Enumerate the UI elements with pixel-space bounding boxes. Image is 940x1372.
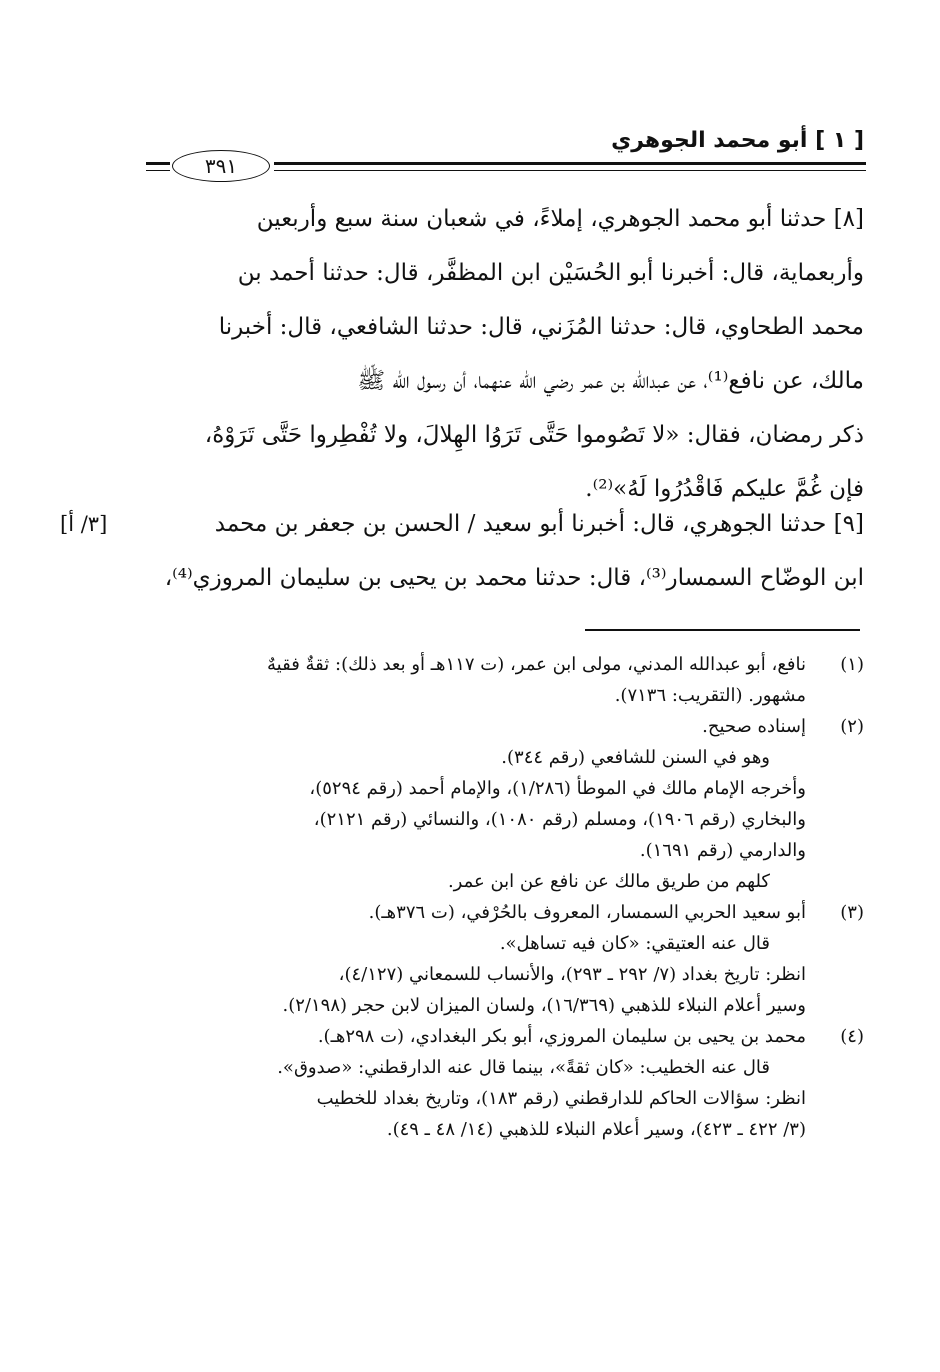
footnote-2 — [134, 711, 864, 742]
footnote-line: والدارمي (رقم ١٦٩١). — [639, 840, 806, 861]
para8-line: مالك، عن نافع⁽¹⁾، عن عبدالله بن عمر رضي الله عنهما، أن رسول الله ﷺ — [357, 368, 864, 394]
hadith-paragraph-8 — [136, 192, 864, 516]
para8-line: وأربعماية، قال: أخبرنا أبو الحُسَيْن ابن المظفَّر، قال: حدثنا أحمد بن — [237, 260, 864, 286]
footnote-line: مشهور. (التقريب: ٧١٣٦). — [614, 685, 806, 706]
manuscript-folio-ref: [٣/ أ] — [60, 512, 108, 536]
footnote-line: وسير أعلام النبلاء للذهبي (١٦/٣٦٩)، ولسان الميزان لابن حجر (٢/١٩٨). — [282, 995, 806, 1016]
footnote-number: (١) — [840, 654, 864, 675]
page-number-badge: ٣٩١ — [172, 150, 270, 182]
running-header-title: [ ١ ] أبو محمد الجوهري — [611, 128, 864, 153]
footnote-line: (٣/ ٤٢٢ ـ ٤٢٣)، وسير أعلام النبلاء للذهبي (١٤/ ٤٨ ـ ٤٩). — [386, 1119, 806, 1140]
para8-line: محمد الطحاوي، قال: حدثنا المُزَني، قال: حدثنا الشافعي، قال: أخبرنا — [218, 314, 864, 340]
footnote-number: (٣) — [840, 902, 864, 923]
para9-line: ابن الوضّاح السمسار⁽³⁾، قال: حدثنا محمد بن يحيى بن سليمان المروزي⁽⁴⁾، — [164, 565, 864, 591]
footnote-text: نافع، أبو عبدالله المدني، مولى ابن عمر، (ت ١١٧هـ أو بعد ذلك): ثقةٌ فقيهٌ — [267, 654, 806, 675]
para8-line: [٨] حدثنا أبو محمد الجوهري، إملاءً، في شعبان سنة سبع وأربعين — [256, 206, 864, 232]
footnote-4 — [134, 1021, 864, 1052]
header-rule-thin — [274, 170, 866, 171]
footnote-number: (٢) — [840, 716, 864, 737]
footnote-line: انظر: سؤالات الحاكم للدارقطني (رقم ١٨٣)، وتاريخ بغداد للخطيب — [316, 1088, 806, 1109]
footnotes — [134, 649, 864, 1145]
footnote-separator — [585, 629, 860, 631]
footnote-line: كلهم من طريق مالك عن نافع عن ابن عمر. — [447, 871, 770, 892]
footnote-1 — [134, 649, 864, 680]
footnote-line: والبخاري (رقم ١٩٠٦)، ومسلم (رقم ١٠٨٠)، والنسائي (رقم ٢١٢١)، — [313, 809, 806, 830]
footnote-text: أبو سعيد الحربي السمسار، المعروف بالحُرْفي، (ت ٣٧٦هـ). — [368, 902, 806, 923]
footnote-text: محمد بن يحيى بن سليمان المروزي، أبو بكر البغدادي، (ت ٢٩٨هـ). — [317, 1026, 806, 1047]
para8-line: ذكر رمضان، فقال: «لا تَصُوموا حَتَّى تَرَوُا الهِلالَ، ولا تُفْطِروا حَتَّى تَرَوْهُ، — [204, 422, 864, 448]
hadith-paragraph-9 — [136, 497, 864, 605]
footnote-number: (٤) — [840, 1026, 864, 1047]
footnote-3 — [134, 897, 864, 928]
footnote-line: وأخرجه الإمام مالك في الموطأ (١/٢٨٦)، والإمام أحمد (رقم ٥٢٩٤)، — [309, 778, 806, 799]
para8-line: فإن غُمَّ عليكم فَاقْدُرُوا لَهُ»⁽²⁾. — [585, 476, 864, 502]
footnote-line: وهو في السنن للشافعي (رقم ٣٤٤). — [501, 747, 770, 768]
header-rule-thick — [274, 162, 866, 165]
footnote-text: إسناده صحيح. — [702, 716, 806, 737]
footnote-line: قال عنه العتيقي: «كان فيه تساهل». — [499, 933, 770, 954]
footnote-line: قال عنه الخطيب: «كان ثقةً»، بينما قال عنه الدارقطني: «صدوق». — [277, 1057, 770, 1078]
para9-line: [٩] حدثنا الجوهري، قال: أخبرنا أبو سعيد / الحسن بن جعفر بن محمد — [214, 511, 864, 537]
header-rule-left — [146, 162, 170, 165]
footnote-line: انظر: تاريخ بغداد (٧/ ٢٩٢ ـ ٢٩٣)، والأنساب للسمعاني (٤/١٢٧)، — [338, 964, 806, 985]
header-rule-left-thin — [146, 170, 170, 171]
